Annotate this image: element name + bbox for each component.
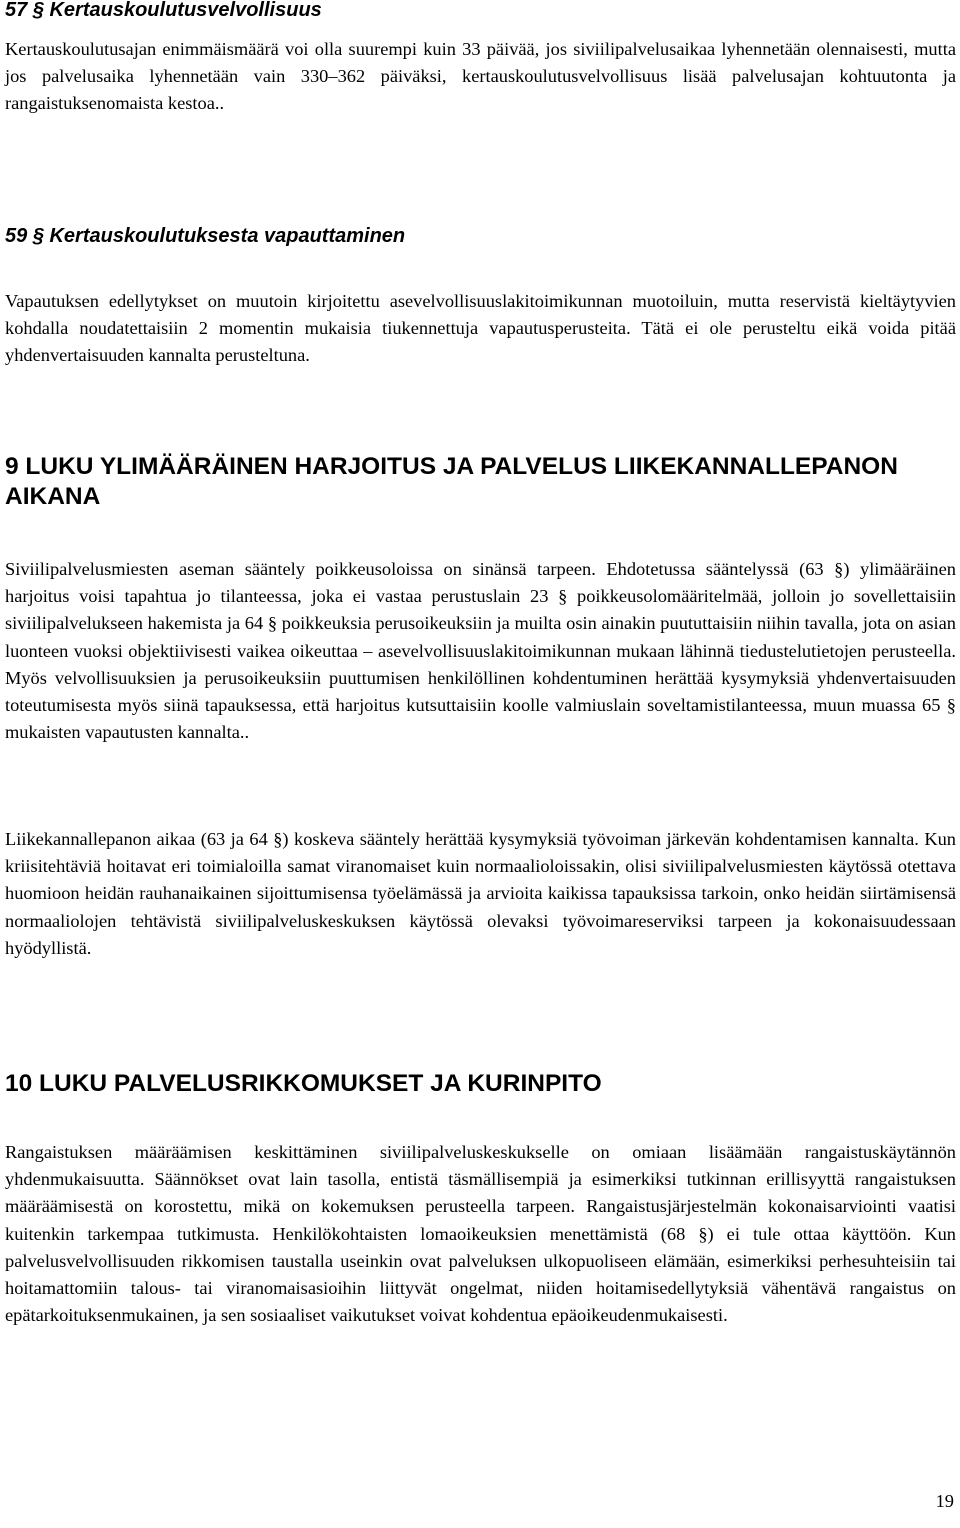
chapter-9-heading: 9 LUKU YLIMÄÄRÄINEN HARJOITUS JA PALVELUS LIIKEKANNALLEPANON AIKANA bbox=[5, 453, 898, 510]
chapter-10-heading: 10 LUKU PALVELUSRIKKOMUKSET JA KURINPITO bbox=[5, 1070, 602, 1097]
chapter-9-paragraph-2: Liikekannallepanon aikaa (63 ja 64 §) koskeva sääntely herättää kysymyksiä työvoiman järkevän kohdentamisen kannalta. Kun kriisitehtäviä hoitavat eri toimialoilla samat viranomaiset kuin normaalioloissakin, olisi siviilipalvelusmiesten käytössä otettava huomioon heidän rauhanaikainen sijoittumisensa työelämässä ja arvioita kaikissa tapauksissa tarkoin, onko heidän siirtämisensä normaaliolojen tehtävistä siviilipalveluskeskuksen käytössä olevaksi työvoimareserviksi tarpeen ja kokonaisuudessaan hyödyllistä. bbox=[5, 829, 956, 958]
section-heading-57: 57 § Kertauskoulutusvelvollisuus bbox=[5, 0, 322, 21]
section-57-paragraph: Kertauskoulutusajan enimmäismäärä voi olla suurempi kuin 33 päivää, jos siviilipalvelusaikaa lyhennetään olennaisesti, mutta jos palvelusaika lyhennetään vain 330–362 päiväksi, kertauskoulutusvelvollisuus lisää palvelusajan kohtuutonta ja rangaistuksenomaista kestoa.. bbox=[5, 39, 956, 114]
chapter-10-paragraph: Rangaistuksen määräämisen keskittäminen siviilipalveluskeskukselle on omiaan lisäämään rangaistuskäytännön yhdenmukaisuutta. Säännökset ovat lain tasolla, entistä täsmällisempiä ja esimerkiksi tutkinnan erillisyyttä rangaistuksen määräämisestä on korostettu, mikä on kokemuksen perusteella tarpeen. Rangaistusjärjestelmän kokonaisarviointi vaatisi kuitenkin tarkempaa tutkimusta. Henkilökohtaisten lomaoikeuksien menettämistä (68 §) ei tule ottaa käyttöön. Kun palvelusvelvollisuuden rikkomisen taustalla useinkin ovat palveluksen ulkopuoliseen elämään, esimerkiksi perhesuhteisiin tai hoitamattomiin talous- tai viranomaisasioihin liittyvät ongelmat, niiden hoitamisedellytyksiä vähentävä rangaistus on epätarkoituksenmukainen, ja sen sosiaaliset vaikutukset voivat kohdentua epäoikeudenmukaisesti. bbox=[5, 1142, 956, 1326]
section-59-paragraph: Vapautuksen edellytykset on muutoin kirjoitettu asevelvollisuuslakitoimikunnan muotoiluin, mutta reservistä kieltäytyvien kohdalla noudatettaisiin 2 momentin mukaisia tiukennettuja vapautusperusteita. Tätä ei ole perusteltu eikä voida pitää yhdenvertaisuuden kannalta perusteltuna. bbox=[5, 291, 956, 366]
section-heading-59: 59 § Kertauskoulutuksesta vapauttaminen bbox=[5, 225, 406, 247]
chapter-9-paragraph-1: Siviilipalvelusmiesten aseman sääntely poikkeusoloissa on sinänsä tarpeen. Ehdotetussa sääntelyssä (63 §) ylimääräinen harjoitus voisi tapahtua jo tilanteessa, joka ei vastaa perustuslain 23 § poikkeusolomääritelmää, jolloin jo sovellettaisiin siviilipalvelukseen hakemista ja 64 § poikkeuksia perusoikeuksiin ja muilta osin ainakin puututtaisiin niihin tavalla, jota on asian luonteen vuoksi objektiivisesti vaikea oikeuttaa – asevelvollisuuslakitoimikunnan mukaan lähinnä tiedustelutietojen perusteella. Myös velvollisuuksien ja perusoikeuksiin puuttumisen henkilöllinen kohdentuminen herättää kysymyksiä yhdenvertaisuuden toteutumisesta myös siinä tapauksessa, että harjoitus kutsuttaisiin koolle valmiuslain soveltamistilanteessa, muun muassa 65 § mukaisten vapautusten kannalta.. bbox=[5, 559, 956, 743]
page-number: 19 bbox=[935, 1491, 954, 1511]
